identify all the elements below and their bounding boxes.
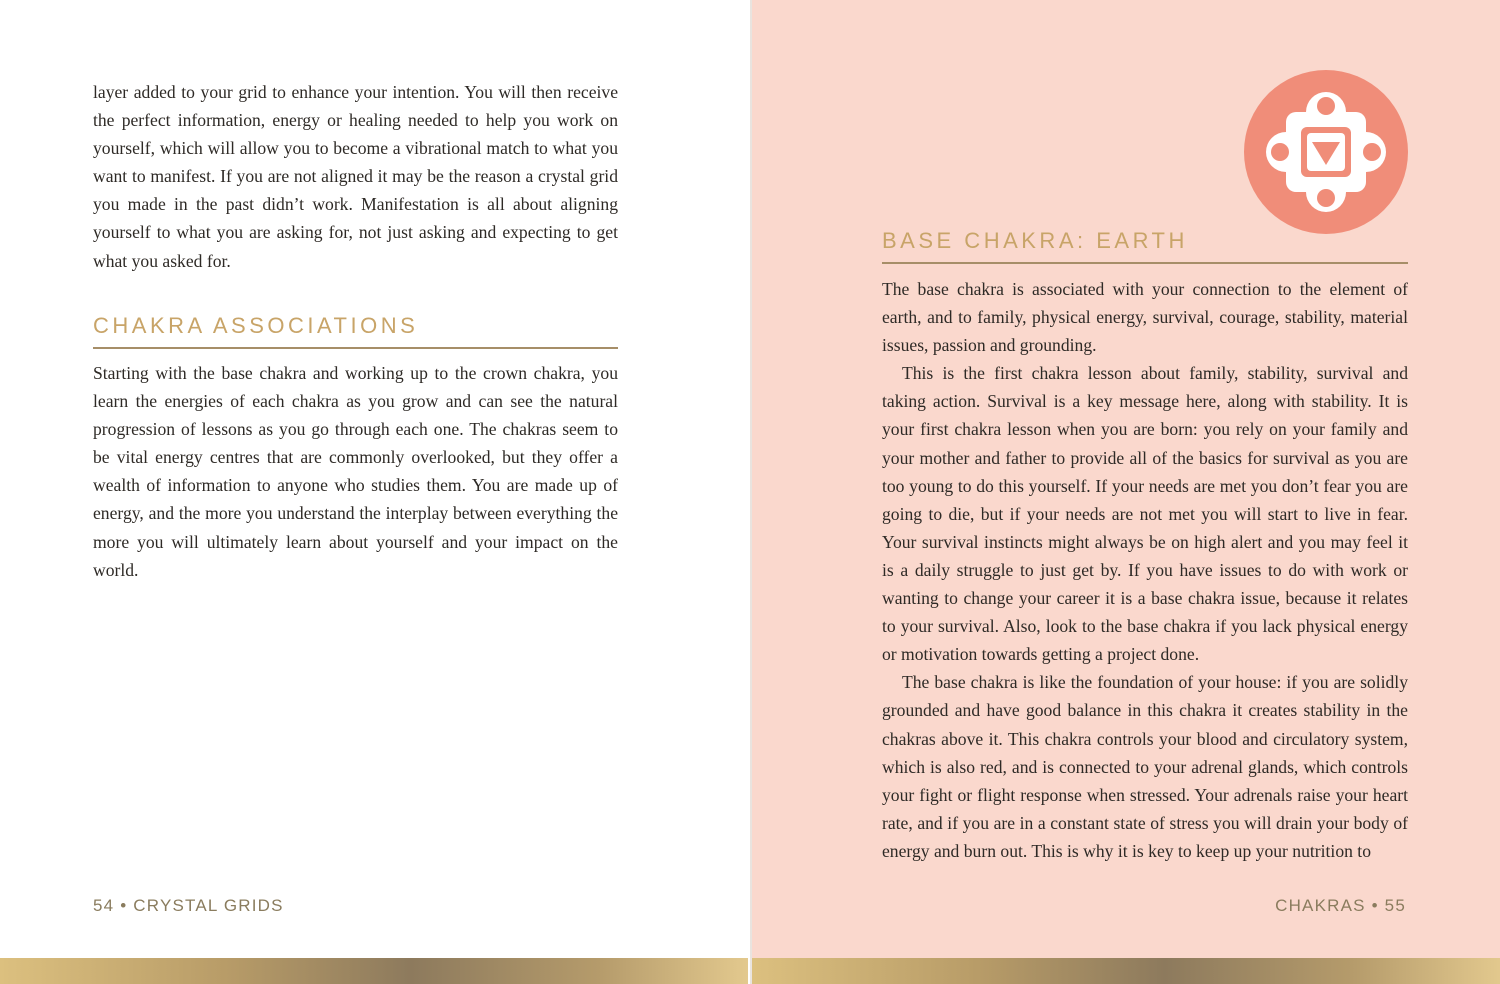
right-gold-edge-bar [752, 958, 1500, 984]
body-paragraph: The base chakra is associated with your connection to the element of earth, and to family, physical energy, survival, courage, stability, material issues, passion and grounding. [882, 279, 1408, 356]
right-folio: CHAKRAS • 55 [1275, 896, 1406, 915]
body-paragraph: This is the first chakra lesson about family, stability, survival and taking action. Survival is a key message here, along with stability. It is your first chakra lesson when you are born: you rely on your family and your mother and father to provide all of the basics for survival as you are too young to do this yourself. If your needs are met you don’t fear you are going to die, but if your needs are not met you will start to live in fear. Your survival instincts might always be on high alert and you may feel it is a daily struggle to just get by. If you have issues to do with work or wanting to change your career it is a base chakra issue, because it relates to your survival. Also, look to the base chakra if you lack physical energy or motivation towards getting a project done. [882, 363, 1408, 665]
left-folio: 54 • CRYSTAL GRIDS [93, 896, 284, 915]
base-chakra-heading: BASE CHAKRA: EARTH [882, 228, 1188, 253]
heading-rule [882, 262, 1408, 264]
body-paragraph: The base chakra is like the foundation of your house: if you are solidly grounded and have good balance in this chakra it creates stability in the chakras above it. This chakra controls your blood and circulatory system, which is also red, and is connected to your adrenal glands, which controls your fight or flight response when stressed. Your adrenals raise your heart rate, and if you are in a constant state of stress you will drain your body of energy and burn out. This is why it is key to keep up your nutrition to [882, 672, 1408, 861]
right-page [750, 0, 1500, 984]
base-chakra-body [882, 275, 1408, 865]
chakra-associations-heading: CHAKRA ASSOCIATIONS [93, 313, 419, 338]
chakra-associations-paragraph: Starting with the base chakra and working up to the crown chakra, you learn the energies of each chakra as you grow and can see the natural progression of lessons as you go through each one. The chakras seem to be vital energy centres that are commonly overlooked, but they offer a wealth of information to anyone who studies them. You are made up of energy, and the more you understand the interplay between everything the more you will ultimately learn about yourself and your impact on the world. [93, 363, 618, 580]
chakra-associations-body [93, 359, 618, 584]
intro-paragraph-block [93, 78, 618, 275]
heading-rule [93, 347, 618, 349]
base-chakra-symbol-icon [1244, 70, 1408, 234]
intro-paragraph: layer added to your grid to enhance your intention. You will then receive the perfect information, energy or healing needed to help you work on yourself, which will allow you to become a vibrational match to what you want to manifest. If you are not aligned it may be the reason a crystal grid you made in the past didn’t work. Manifestation is all about aligning yourself to what you are asking for, not just asking and expecting to get what you asked for. [93, 82, 618, 271]
left-gold-edge-bar [0, 958, 748, 984]
